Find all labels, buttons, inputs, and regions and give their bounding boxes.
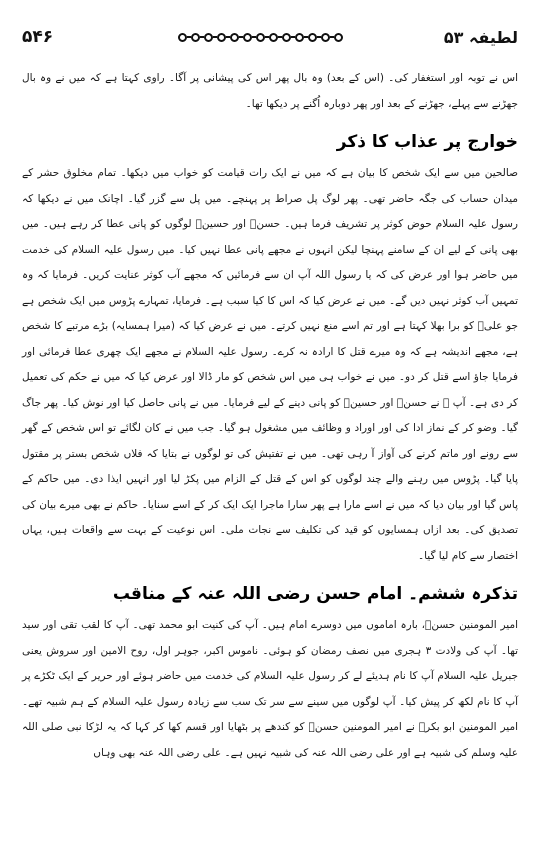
ornament-ring (308, 33, 317, 42)
ornament-ring (269, 33, 278, 42)
page-header (22, 22, 518, 52)
ornament-ring (204, 33, 213, 42)
ornament-ring (243, 33, 252, 42)
ornament-link (226, 36, 230, 38)
ornament-link (291, 36, 295, 38)
ornament-ring (321, 33, 330, 42)
ornament-ring (256, 33, 265, 42)
ornament-link (213, 36, 217, 38)
ornament-ring (191, 33, 200, 42)
section-heading-imam-hasan: تذکرہ ششم۔ امام حسن رضی اللہ عنہ کے مناقب (112, 584, 518, 604)
ornament-ring (295, 33, 304, 42)
section-heading-khawarij: خوارج پر عذاب کا ذکر (336, 132, 518, 152)
intro-paragraph: اس نے توبہ اور استغفار کی۔ (اس کے بعد) وہ بال پھر اس کی پیشانی پر آگا۔ راوی کہتا ہے کہ میں نے وہ بال جھڑنے سے پہلے، جھڑنے کے بعد اور پھر دوبارہ اُگنے پر دیکھا تھا۔ (22, 72, 518, 110)
page-number: ۵۴۶ (22, 27, 54, 47)
ornament-link (330, 36, 334, 38)
ornament-link (304, 36, 308, 38)
ornament-link (278, 36, 282, 38)
ornament-link (252, 36, 256, 38)
ornament-link (265, 36, 269, 38)
section-paragraph-imam-hasan: امیر المومنین حسنؓ، بارہ اماموں میں دوسرے امام ہیں۔ آپ کی کنیت ابو محمد تھی۔ آپ کا لقب تقی اور سید تھا۔ آپ کی ولادت ۳ ہجری میں نصف رمضان کو ہوئی۔ ناموس اکبر، جوہر اول، روح الامین اور سروش یعنی جبریل علیہ السلام آپ کا نام ہدیئے لے کر رسول علیہ السلام کی خدمت میں حاضر ہوئے اور حریر کے ایک ٹکڑے پر آپ کا نام لکھ کر پیش کیا۔ آپ لوگوں میں سینے سے سر تک سب سے زیادہ رسول علیہ السلام کے ہم شبیہ تھے۔ امیر المومنین ابو بکرؓ نے امیر المومنین حسنؓ کو کندھے پر بٹھایا اور قسم کھا کر کہا کہ یہ لڑکا نبی صلی اللہ علیہ وسلم کی شبیہ ہے اور علی رضی اللہ عنہ کی شبیہ نہیں ہے۔ علی رضی اللہ عنہ بھی وہاں (22, 619, 518, 759)
section-paragraph-khawarij: صالحین میں سے ایک شخص کا بیان ہے کہ میں نے ایک رات قیامت کو خواب میں دیکھا۔ تمام مخلوق حشر کے میدان حساب کی جگہ حاضر تھی۔ پھر لوگ پل صراط پر پہنچے۔ میں پل سے گزر گیا۔ اچانک میں نے دیکھا کہ رسول علیہ السلام حوض کوثر پر تشریف فرما ہیں۔ حسنؓ اور حسینؓ لوگوں کو پانی عطا کر رہے ہیں۔ میں بھی پانی کے لیے ان کے سامنے پہنچا لیکن انہوں نے مجھے پانی عطا نہیں کیا۔ میں رسول علیہ السلام کی خدمت میں حاضر ہوا اور عرض کی کہ یا رسول اللہ آپ ان سے فرمائیں کہ مجھے آب کوثر عنایت کریں۔ فرمایا کہ وہ تمہیں آب کوثر نہیں دیں گے۔ میں نے عرض کیا کہ اس کا کیا سبب ہے۔ فرمایا، تمہارے پڑوس میں ایک شخص ہے جو علیؓ کو برا بھلا کہتا ہے اور تم اسے منع نہیں کرتے۔ میں نے عرض کیا کہ (میرا ہمسایہ) بڑے مرتبے کا شخص ہے، مجھے اندیشہ ہے کہ وہ میرے قتل کا ارادہ نہ کرے۔ رسول علیہ السلام نے مجھے ایک چھری عطا فرمائی اور فرمایا جاؤ اسے قتل کر دو۔ میں نے خواب ہی میں اس شخص کو مار ڈالا اور عرض کیا کہ میں نے حکم کی تعمیل کر دی ہے۔ آپ ﷺ نے حسنؓ اور حسینؓ کو پانی دینے کے لیے فرمایا۔ میں نے پانی حاصل کیا اور نوش کیا۔ پھر جاگ گیا۔ وضو کر کے نماز ادا کی اور اوراد و وظائف میں مشغول ہو گیا۔ جب میں نے کان لگائے تو اس شخص کے گھر سے رونے اور ماتم کرنے کی آواز آ رہی تھی۔ میں نے تفتیش کی تو لوگوں نے بتایا کہ فلاں شخص بستر پر مقتول پایا گیا۔ پڑوس میں رہنے والے چند لوگوں کو اس کے قتل کے الزام میں پکڑ لیا اور انہیں ایذا دی۔ میں حاکم کے پاس گیا اور بیان دیا کہ میں نے اسے مارا ہے پھر سارا ماجرا ایک ایک کر کے اسے سنایا۔ حاکم نے بھی میرے بیان کی تصدیق کی۔ بعد ازاں ہمسایوں کو قید کی تکلیف سے نجات ملی۔ اس نوعیت کے بہت سے واقعات ہیں، یہاں اختصار سے کام لیا گیا۔ (22, 167, 519, 562)
chapter-title: لطیفہ ۵۳ (443, 27, 518, 47)
ornament-ring (217, 33, 226, 42)
header-ornament-chain (178, 30, 343, 44)
ornament-link (317, 36, 321, 38)
ornament-link (200, 36, 204, 38)
ornament-ring (282, 33, 291, 42)
ornament-link (187, 36, 191, 38)
ornament-ring (334, 33, 343, 42)
ornament-link (239, 36, 243, 38)
page-body (22, 66, 518, 766)
ornament-ring (230, 33, 239, 42)
ornament-ring (178, 33, 187, 42)
